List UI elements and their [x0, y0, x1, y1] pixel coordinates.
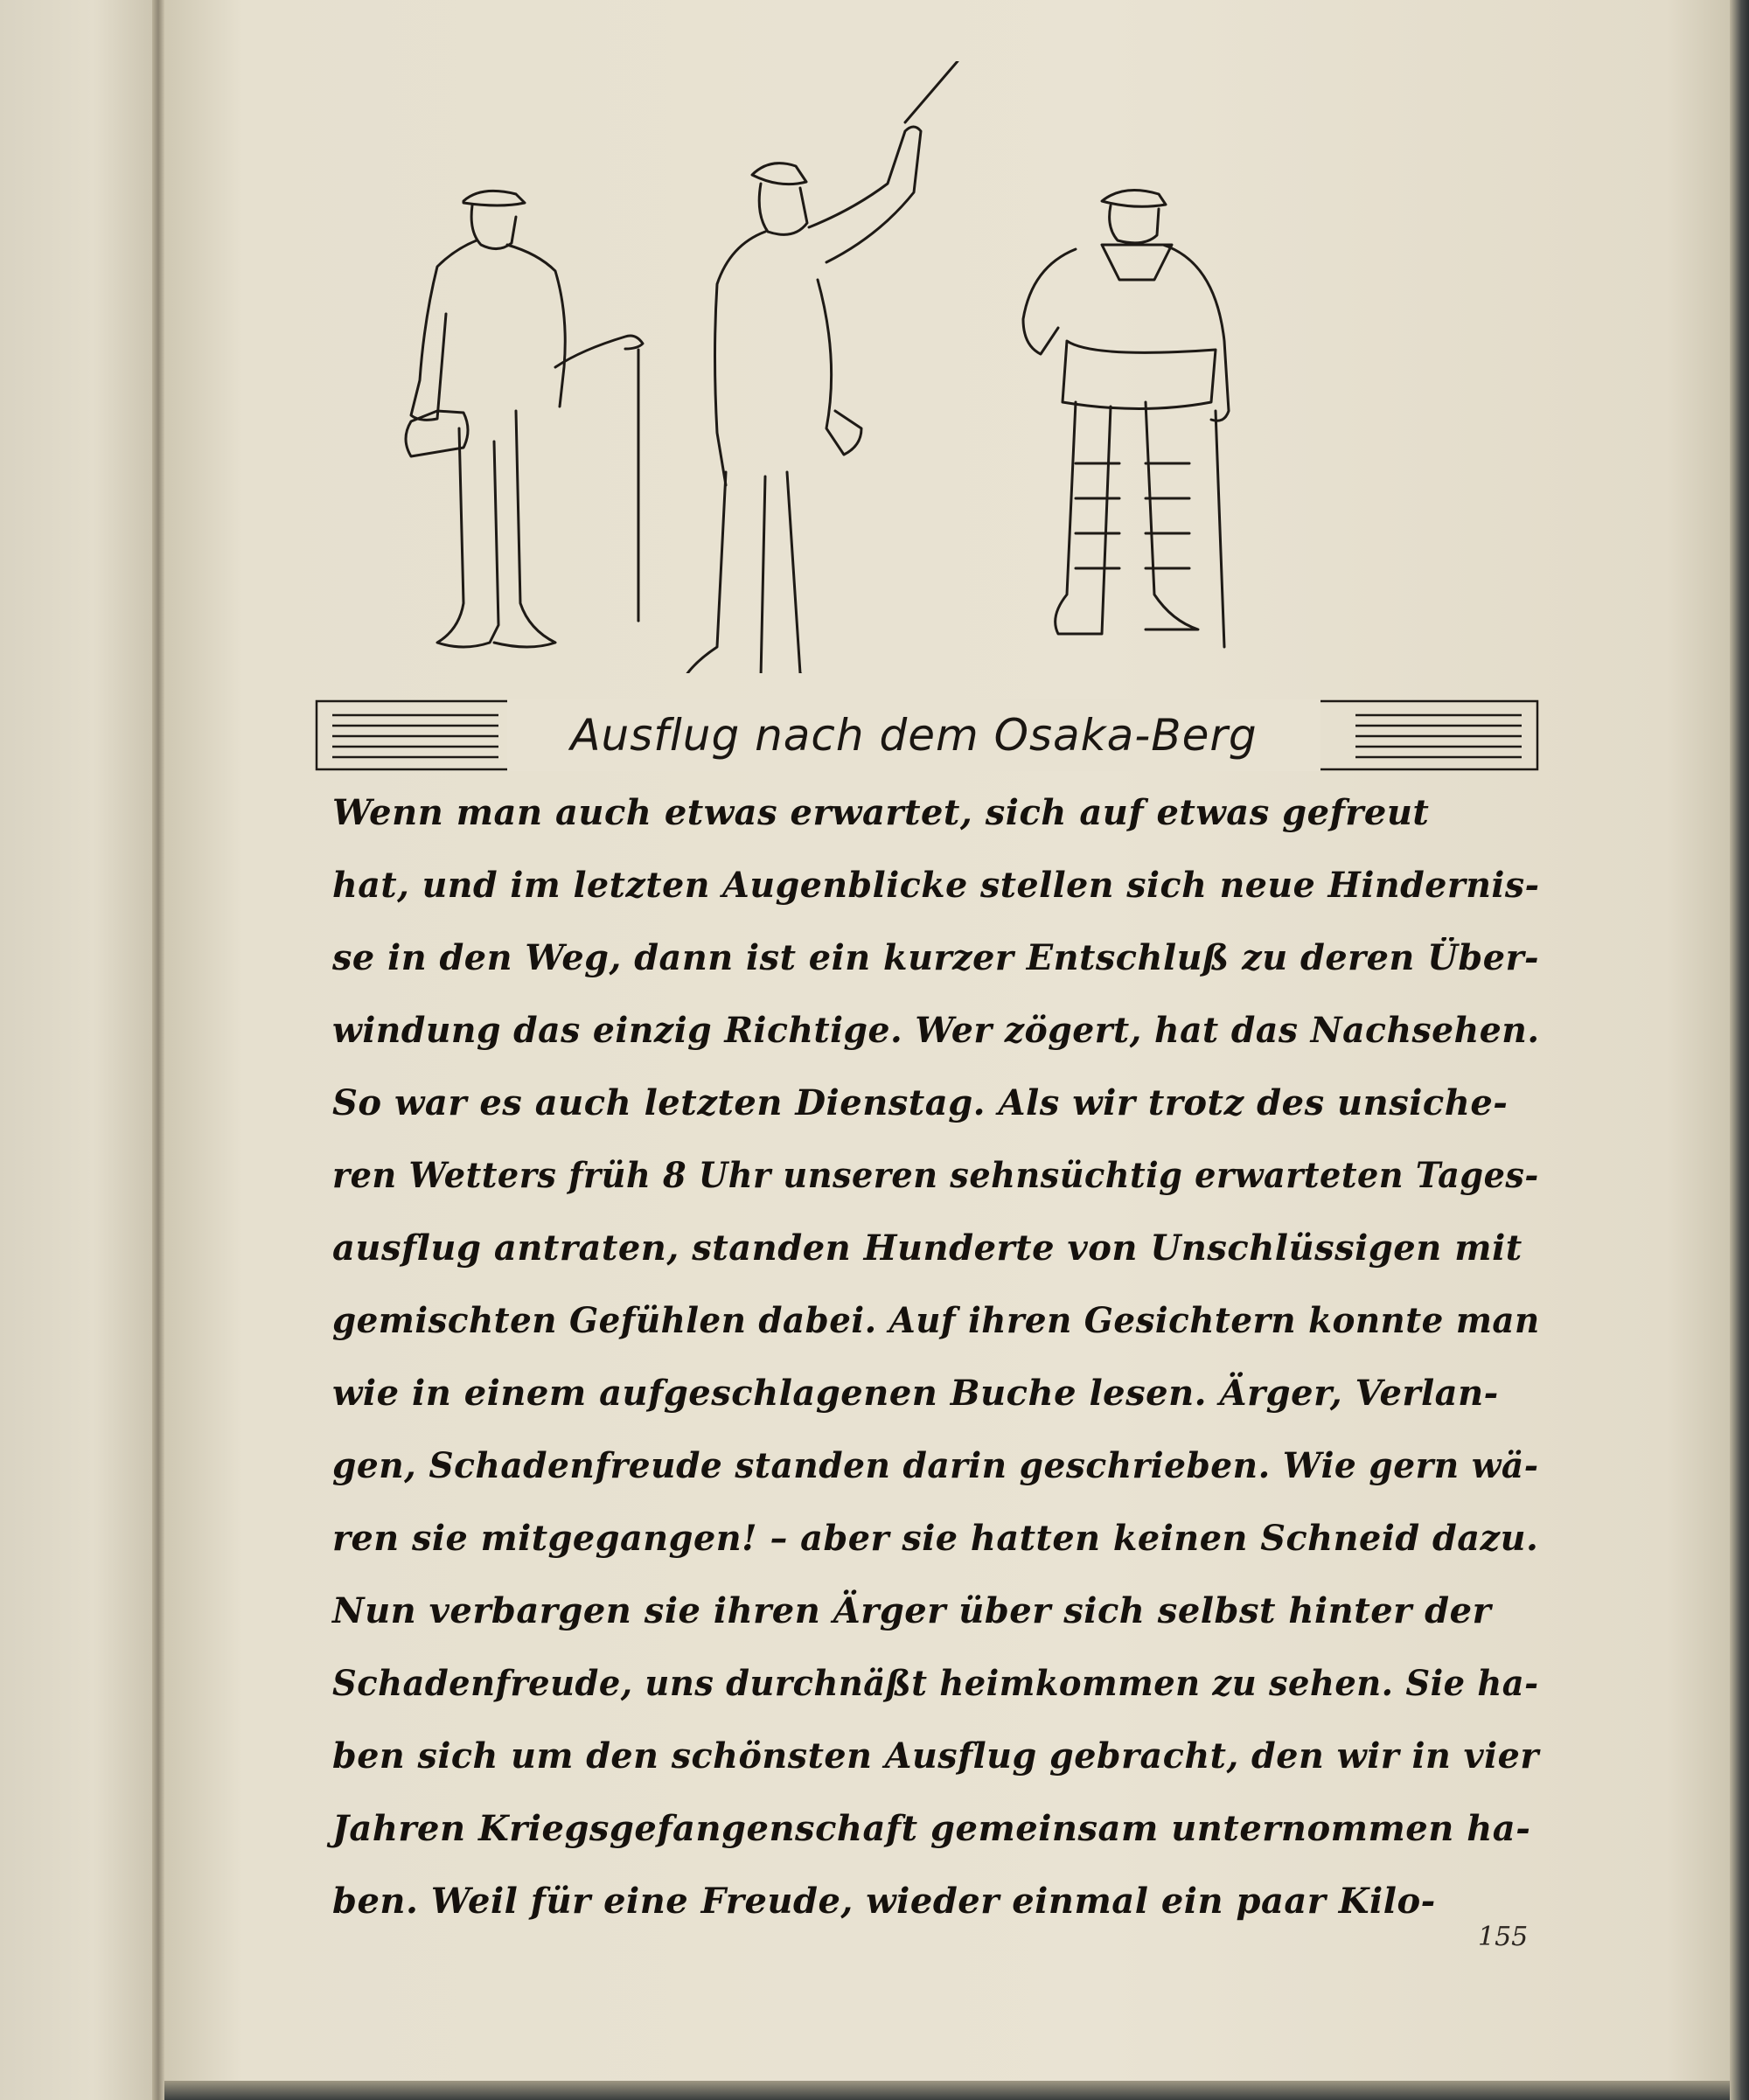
page-number: 155 [1478, 1922, 1529, 1952]
text-line: ren Wetters früh 8 Uhr unseren sehnsüchtig erwarteten Tages- [332, 1155, 1539, 1196]
bottom-shadow [164, 2081, 1730, 2100]
text-line: ausflug antraten, standen Hunderte von Unschlüssigen mit [332, 1227, 1523, 1269]
text-line: Schadenfreude, uns durchnäßt heimkommen zu sehen. Sie ha- [332, 1663, 1539, 1704]
text-line: gemischten Gefühlen dabei. Auf ihren Gesichtern konnte man [332, 1300, 1540, 1341]
illustration-three-men [376, 61, 1408, 673]
text-line: Wenn man auch etwas erwartet, sich auf etwas gefreut [332, 792, 1430, 833]
text-line: hat, und im letzten Augenblicke stellen sich neue Hindernis- [332, 865, 1540, 906]
left-page [0, 0, 156, 2100]
book-gutter [152, 0, 164, 2100]
text-line: So war es auch letzten Dienstag. Als wir trotz des unsiche- [332, 1082, 1509, 1123]
page-edge [1730, 0, 1749, 2100]
text-line: Nun verbargen sie ihren Ärger über sich selbst hinter der [332, 1590, 1492, 1631]
text-line: ren sie mitgegangen! – aber sie hatten keinen Schneid dazu. [332, 1518, 1539, 1559]
text-line: gen, Schadenfreude standen darin geschrieben. Wie gern wä- [332, 1445, 1539, 1486]
text-line: se in den Weg, dann ist ein kurzer Entschluß zu deren Über- [332, 937, 1540, 978]
text-line: ben sich um den schönsten Ausflug gebracht, den wir in vier [332, 1735, 1539, 1777]
figure-man-pointing [682, 61, 958, 673]
chapter-title: Ausflug nach dem Osaka-Berg [507, 699, 1320, 771]
figure-man-backpack [1023, 191, 1229, 648]
text-line: wie in einem aufgeschlagenen Buche lesen. Ärger, Verlan- [332, 1373, 1499, 1414]
figure-man-with-package [406, 191, 643, 647]
text-line: ben. Weil für eine Freude, wieder einmal ein paar Kilo- [332, 1881, 1436, 1922]
text-line: Jahren Kriegsgefangenschaft gemeinsam unternommen ha- [332, 1808, 1531, 1849]
text-line: windung das einzig Richtige. Wer zögert, hat das Nachsehen. [332, 1010, 1540, 1051]
handwritten-text-block [332, 776, 1539, 1937]
